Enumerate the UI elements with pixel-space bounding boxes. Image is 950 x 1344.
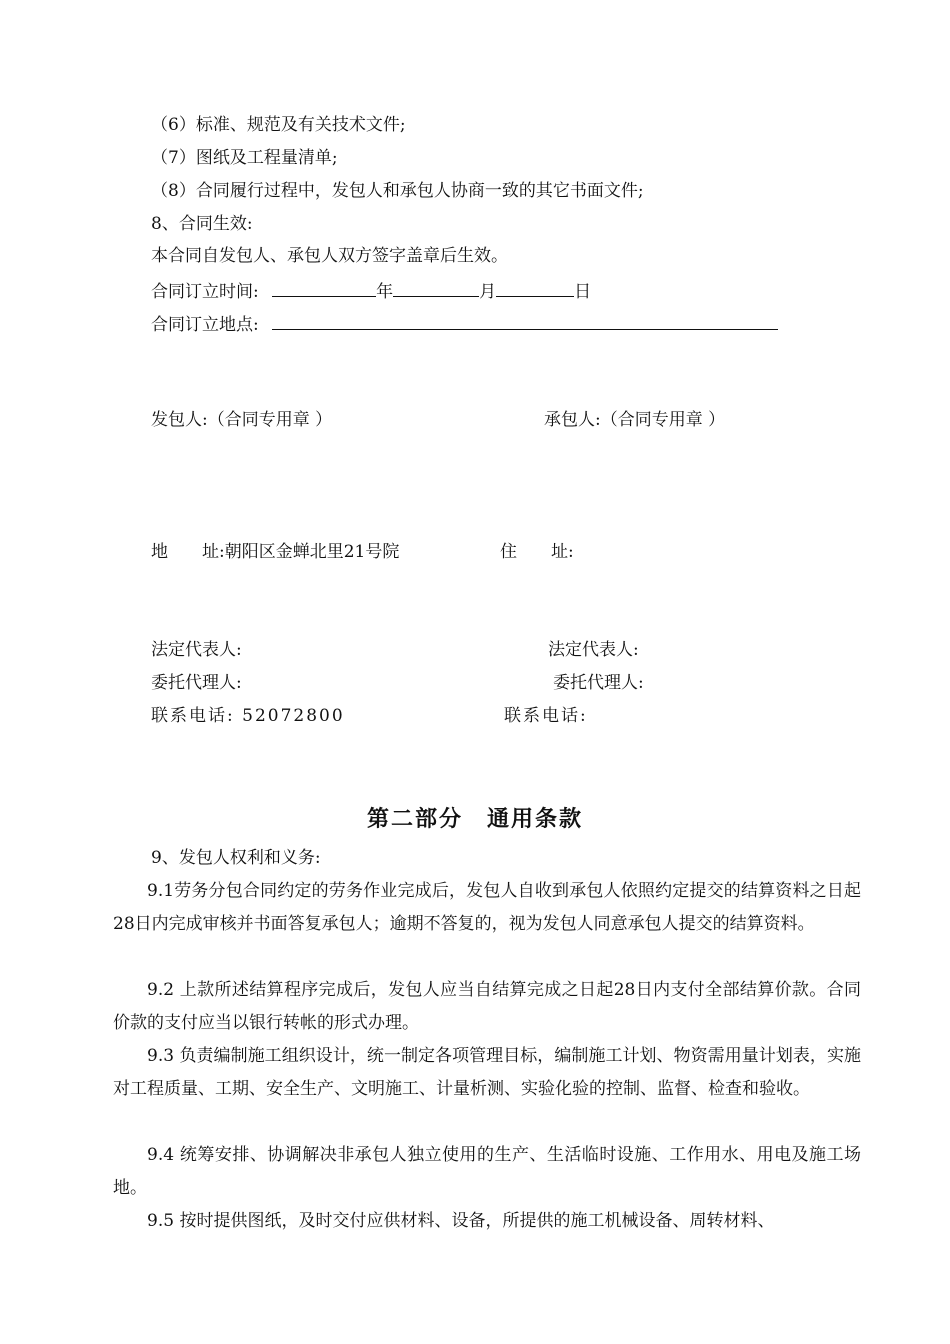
day-blank — [496, 278, 574, 297]
signing-time-label: 合同订立时间: — [151, 282, 259, 302]
effect-heading: 8、合同生效: — [151, 214, 253, 234]
list-item-8: （8）合同履行过程中，发包人和承包人协商一致的其它书面文件; — [151, 181, 644, 201]
clause-9-5 — [113, 1205, 861, 1238]
phone-label-left: 联系电话: — [151, 706, 235, 726]
signing-place-row — [151, 311, 778, 337]
clause-9-1-text: 9.1劳务分包合同约定的劳务作业完成后，发包人自收到承包人依照约定提交的结算资料之日起28日内完成审核并书面答复承包人；逾期不答复的，视为发包人同意承包人提交的结算资料。 — [113, 881, 861, 934]
day-label: 日 — [574, 282, 592, 302]
month-label: 月 — [479, 282, 497, 302]
year-label: 年 — [376, 282, 394, 302]
agent-left: 委托代理人: — [151, 673, 242, 693]
list-item-7: （7）图纸及工程量清单; — [151, 148, 338, 168]
clause-9-2-text: 9.2 上款所述结算程序完成后，发包人应当自结算完成之日起28日内支付全部结算价款。合同价款的支付应当以银行转帐的形式办理。 — [113, 980, 861, 1033]
place-blank — [272, 311, 778, 330]
clause-9-3 — [113, 1040, 861, 1106]
clause-9-4-text: 9.4 统筹安排、协调解决非承包人独立使用的生产、生活临时设施、工作用水、用电及施工场地。 — [113, 1145, 861, 1198]
address-label: 地 址: — [151, 542, 225, 562]
clause-9-2 — [113, 974, 861, 1040]
clause-9-5-text: 9.5 按时提供图纸，及时交付应供材料、设备，所提供的施工机械设备、周转材料、 — [147, 1211, 775, 1231]
signing-time-row — [151, 278, 591, 304]
year-blank — [272, 278, 376, 297]
phone-label-right: 联系电话: — [504, 706, 588, 726]
clause-9-3-text: 9.3 负责编制施工组织设计，统一制定各项管理目标，编制施工计划、物资需用量计划表，实施对工程质量、工期、安全生产、文明施工、计量析测、实验化验的控制、监督、检查和验收。 — [113, 1046, 861, 1099]
section9-heading: 9、发包人权利和义务: — [151, 848, 321, 868]
part2-title: 第二部分 通用条款 — [366, 806, 583, 832]
contractor-residence-label: 住 址: — [500, 542, 574, 562]
employer-seal-label: 发包人:（合同专用章 ） — [151, 410, 333, 430]
legal-rep-right: 法定代表人: — [548, 640, 639, 660]
legal-rep-left: 法定代表人: — [151, 640, 242, 660]
month-blank — [393, 278, 479, 297]
phone-value-left: 52072800 — [242, 706, 345, 726]
employer-address-row — [151, 540, 399, 564]
address-value: 朝阳区金蝉北里21号院 — [224, 542, 400, 562]
clause-9-4 — [113, 1139, 861, 1205]
list-item-6: （6）标准、规范及有关技术文件; — [151, 115, 406, 135]
signing-place-label: 合同订立地点: — [151, 315, 259, 335]
phone-left-row — [151, 704, 345, 728]
contractor-seal-label: 承包人:（合同专用章 ） — [544, 410, 726, 430]
agent-right: 委托代理人: — [553, 673, 644, 693]
effect-text: 本合同自发包人、承包人双方签字盖章后生效。 — [151, 246, 508, 266]
clause-9-1 — [113, 875, 861, 941]
